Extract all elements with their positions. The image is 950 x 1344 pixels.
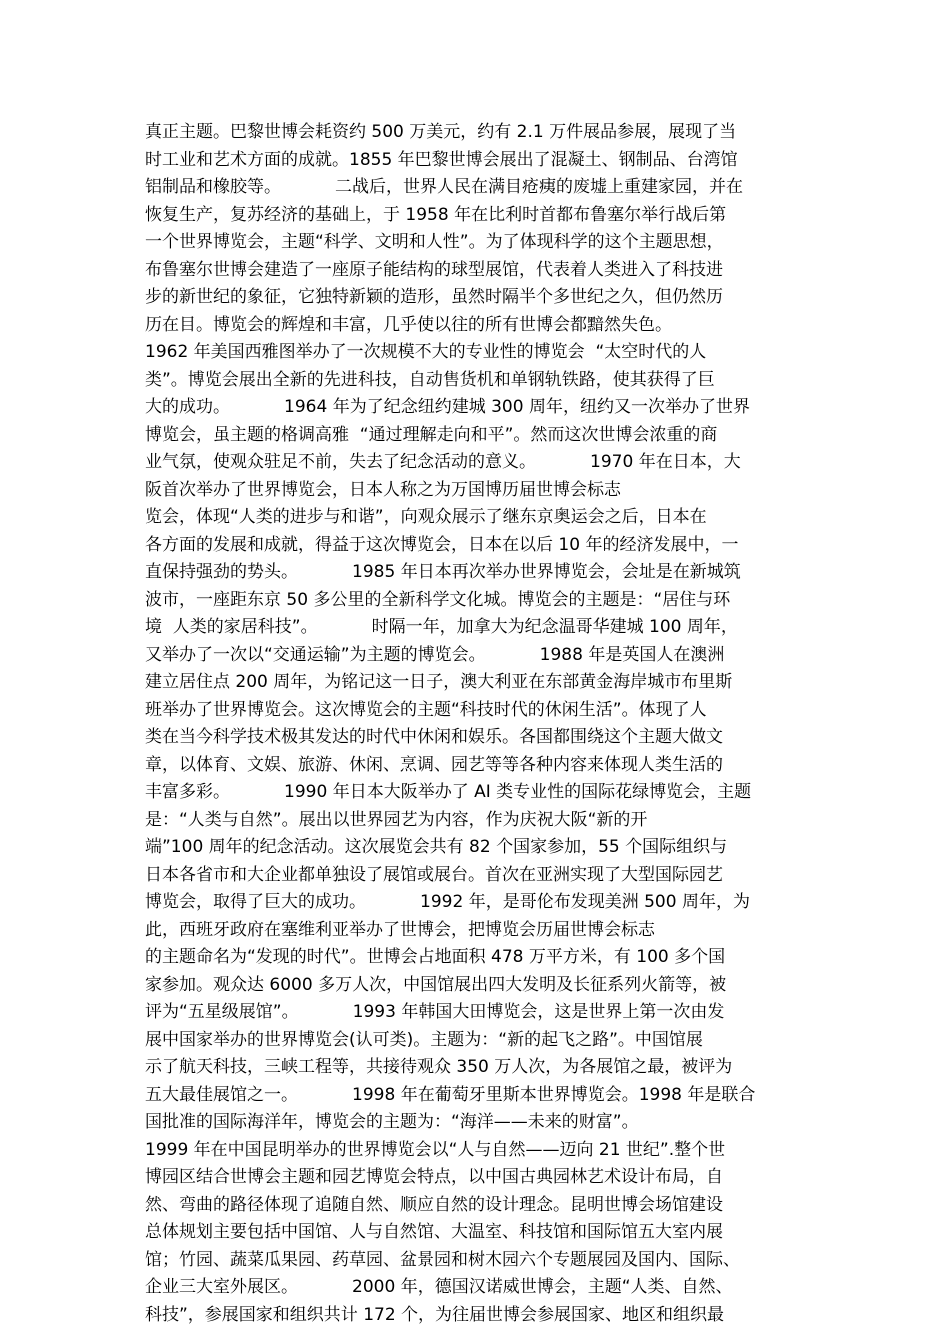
- text-line: 1962 年美国西雅图举办了一次规模不大的专业性的博览会 “太空时代的人: [145, 342, 707, 362]
- text-line: 1999 年在中国昆明举办的世界博览会以“人与自然——迈向 21 世纪”.整个世: [145, 1139, 726, 1160]
- text-line: 步的新世纪的象征，它独特新颖的造形，虽然时隔半个多世纪之久，但仍然历: [145, 287, 723, 307]
- text-line: 科技”，参展国家和组织共计 172 个，为往届世博会参展国家、地区和组织最: [145, 1304, 725, 1325]
- text-line: 览会，体现“人类的进步与和谐”，向观众展示了继东京奥运会之后，日本在: [145, 507, 707, 527]
- text-line: 布鲁塞尔世博会建造了一座原子能结构的球型展馆，代表着人类进入了科技进: [145, 259, 723, 280]
- body-text: [145, 119, 805, 1329]
- text-line: 国批准的国际海洋年，博览会的主题为：“海洋——未来的财富”。: [145, 1112, 639, 1132]
- text-line: 大的成功。 1964 年为了纪念纽约建城 300 周年，纽约又一次举办了世界: [145, 397, 750, 417]
- text-line: 博览会，虽主题的格调高雅 “通过理解走向和平”。然而这次世博会浓重的商: [145, 424, 718, 445]
- text-line: 此，西班牙政府在塞维利亚举办了世博会，把博览会历届世博会标志: [145, 919, 655, 940]
- text-line: 历在目。博览会的辉煌和丰富，几乎使以往的所有世博会都黯然失色。: [145, 314, 672, 335]
- text-line: 建立居住点 200 周年，为铭记这一日子，澳大利亚在东部黄金海岸城市布里斯: [145, 672, 733, 692]
- text-line: 恢复生产，复苏经济的基础上，于 1958 年在比利时首都布鲁塞尔举行战后第: [145, 204, 727, 225]
- text-line: 总体规划主要包括中国馆、人与自然馆、大温室、科技馆和国际馆五大室内展: [145, 1222, 723, 1242]
- text-line: 丰富多彩。 1990 年日本大阪举办了 AI 类专业性的国际花绿博览会，主题: [145, 782, 752, 802]
- text-line: 阪首次举办了世界博览会，日本人称之为万国博历届世博会标志: [145, 479, 621, 500]
- text-line: 类”。博览会展出全新的先进科技，自动售货机和单钢轨铁路，使其获得了巨: [145, 369, 715, 390]
- text-line: 家参加。观众达 6000 多万人次，中国馆展出四大发明及长征系列火箭等，被: [145, 974, 727, 995]
- text-line: 直保持强劲的势头。 1985 年日本再次举办世界博览会，会址是在新城筑: [145, 562, 741, 582]
- text-line: 五大最佳展馆之一。 1998 年在葡萄牙里斯本世界博览会。1998 年是联合: [145, 1084, 756, 1105]
- text-line: 波市，一座距东京 50 多公里的全新科学文化城。博览会的主题是：“居住与环: [145, 589, 731, 610]
- text-line: 示了航天科技，三峡工程等，共接待观众 350 万人次，为各展馆之最，被评为: [145, 1057, 733, 1077]
- text-line: 企业三大室外展区。 2000 年，德国汉诺威世博会，主题“人类、自然、: [145, 1277, 733, 1297]
- text-line: 业气氛，使观众驻足不前，失去了纪念活动的意义。 1970 年在日本，大: [145, 452, 741, 472]
- text-line: 博园区结合世博会主题和园艺博览会特点，以中国古典园林艺术设计布局，自: [145, 1167, 723, 1187]
- text-line: 是：“人类与自然”。展出以世界园艺为内容，作为庆祝大阪“新的开: [145, 809, 648, 830]
- text-line: 一个世界博览会，主题“科学、文明和人性”。为了体现科学的这个主题思想，: [145, 232, 724, 252]
- text-line: 境 人类的家居科技”。 时隔一年，加拿大为纪念温哥华建城 100 周年，: [145, 617, 738, 637]
- text-line: 的主题命名为“发现的时代”。世博会占地面积 478 万平方米，有 100 多个国: [145, 947, 726, 967]
- text-line: 展中国家举办的世界博览会(认可类)。主题为：“新的起飞之路”。中国馆展: [145, 1029, 703, 1050]
- text-line: 班举办了世界博览会。这次博览会的主题“科技时代的休闲生活”。体现了人: [145, 699, 707, 720]
- text-line: 章，以体育、文娱、旅游、休闲、烹调、园艺等等各种内容来体现人类生活的: [145, 754, 723, 775]
- text-line: 馆；竹园、蔬菜瓜果园、药草园、盆景园和树木园六个专题展园及国内、国际、: [145, 1249, 740, 1270]
- text-line: 又举办了一次以“交通运输”为主题的博览会。 1988 年是英国人在澳洲: [145, 644, 725, 665]
- text-line: 评为“五星级展馆”。 1993 年韩国大田博览会，这是世界上第一次由发: [145, 1002, 725, 1022]
- text-line: 时工业和艺术方面的成就。1855 年巴黎世博会展出了混凝土、钢制品、台湾馆: [145, 149, 738, 170]
- text-line: 博览会，取得了巨大的成功。 1992 年，是哥伦布发现美洲 500 周年，为: [145, 892, 750, 912]
- text-line: 类在当今科学技术极其发达的时代中休闲和娱乐。各国都围绕这个主题大做文: [145, 727, 723, 747]
- text-line: 然、弯曲的路径体现了追随自然、顺应自然的设计理念。昆明世博会场馆建设: [145, 1194, 723, 1215]
- text-line: 铝制品和橡胶等。 二战后，世界人民在满目疮痍的废墟上重建家园，并在: [145, 177, 744, 197]
- text-line: 真正主题。巴黎世博会耗资约 500 万美元，约有 2.1 万件展品参展，展现了当: [145, 122, 737, 142]
- text-line: 各方面的发展和成就，得益于这次博览会，日本在以后 10 年的经济发展中，一: [145, 534, 739, 555]
- text-line: 端”100 周年的纪念活动。这次展览会共有 82 个国家参加，55 个国际组织与: [145, 837, 728, 857]
- text-line: 日本各省市和大企业都单独设了展馆或展台。首次在亚洲实现了大型国际园艺: [145, 864, 723, 885]
